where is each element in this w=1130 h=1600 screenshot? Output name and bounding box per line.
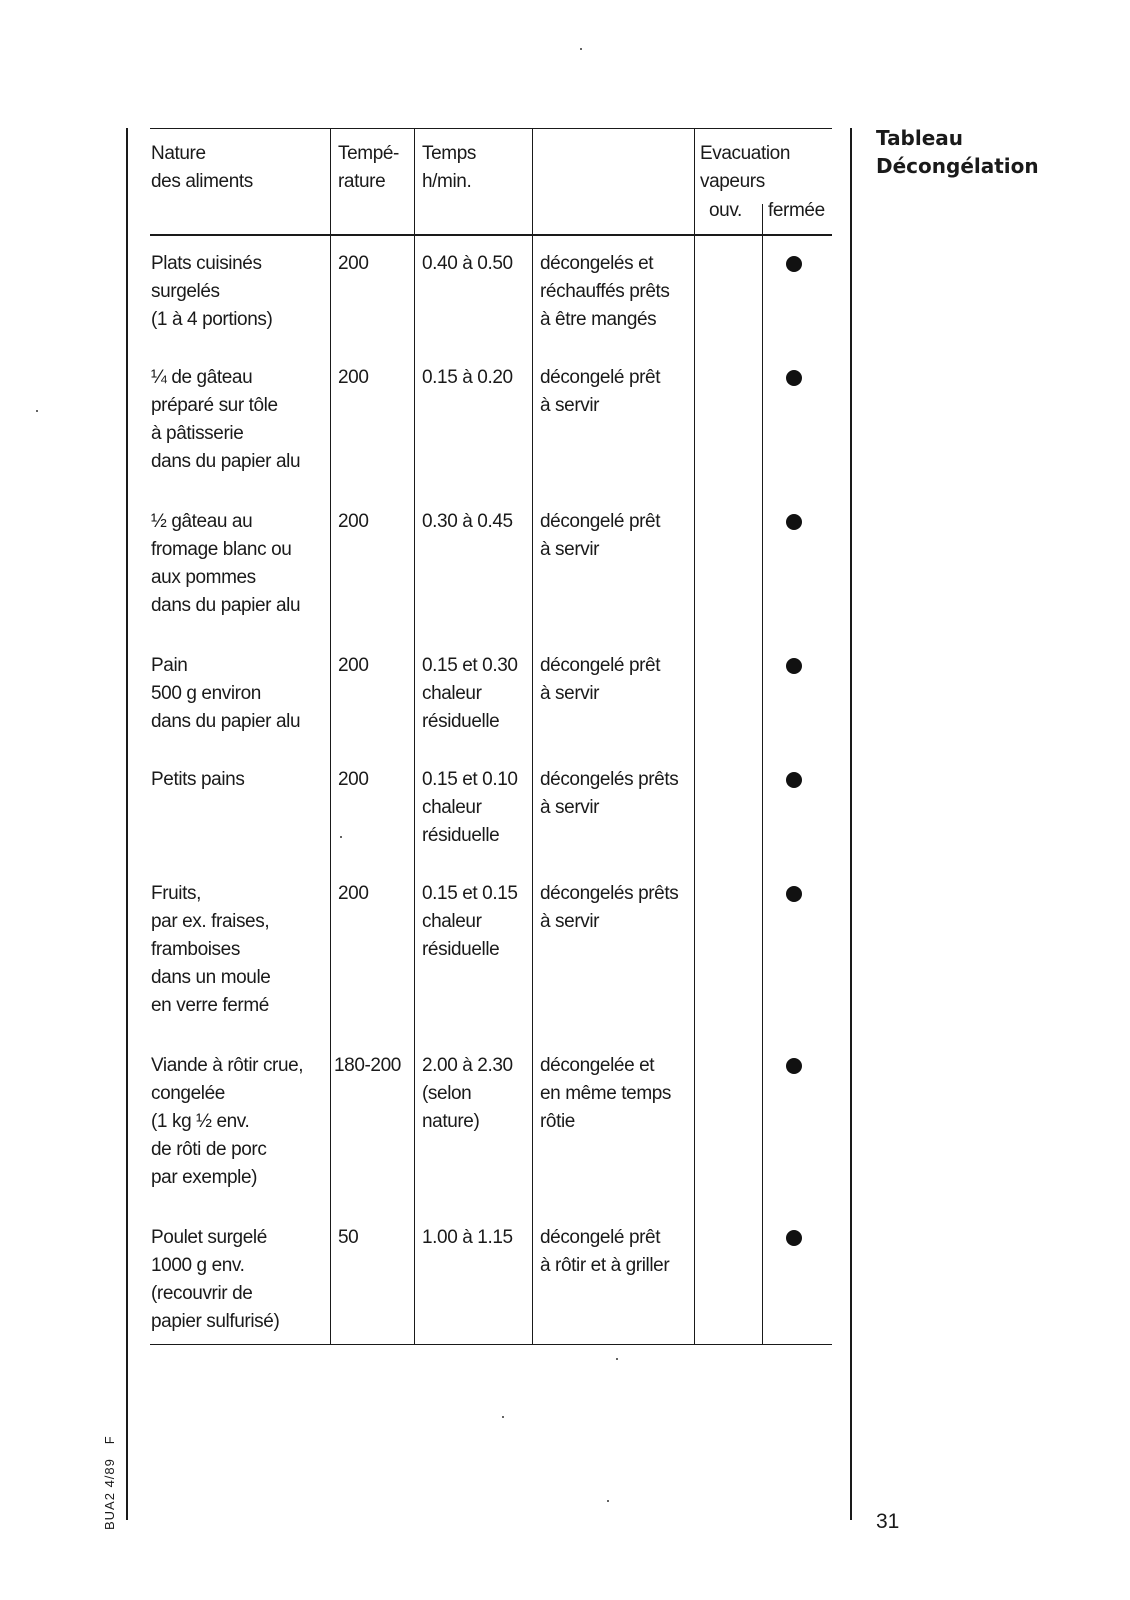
table-bottom-rule [150,1344,832,1345]
row-time: 2.00 à 2.30 (selon nature) [422,1055,513,1132]
row-nature: Viande à rôtir crue, congelée (1 kg ½ env. de rôti de porc par exemple) [151,1055,304,1188]
row-time: 0.15 à 0.20 [422,367,513,388]
scan-speck [616,1358,618,1360]
row-nature: ¼ de gâteau préparé sur tôle à pâtisserie dans du papier alu [151,367,301,472]
side-title: Tableau Décongélation [876,126,1039,178]
col-sep-result [532,128,533,1344]
row-nature: ½ gâteau au fromage blanc ou aux pommes dans du papier alu [151,511,301,616]
row-temperature: 200 [338,769,369,790]
row-result: décongelée et en même temps rôtie [540,1055,672,1132]
row-temperature: 200 [338,253,369,274]
header-temperature: Tempé- rature [338,143,399,192]
header-nature: Nature des aliments [151,143,253,192]
row-temperature: 180-200 [334,1055,401,1076]
fermee-dot [786,256,802,272]
row-result: décongelé prêt à rôtir et à griller [540,1227,670,1276]
fermee-dot [786,886,802,902]
header-bottom-rule [150,234,832,236]
row-time: 0.15 et 0.30 chaleur résiduelle [422,655,518,732]
document-code: BUA2 4/89 F [102,1435,117,1530]
col-sep-time [414,128,415,1344]
header-evacuation: Evacuation vapeurs [700,143,791,192]
row-temperature: 200 [338,883,369,904]
row-temperature: 50 [338,1227,359,1248]
col-sep-ouv-fermee [762,204,763,1344]
row-result: décongelés prêts à servir [540,883,679,932]
right-margin-rule [850,128,852,1520]
fermee-dot [786,1058,802,1074]
left-margin-rule [126,128,128,1520]
row-result: décongelé prêt à servir [540,655,661,704]
fermee-dot [786,1230,802,1246]
header-temps: Temps h/min. [422,143,476,192]
row-time: 0.15 et 0.15 chaleur résiduelle [422,883,518,960]
row-nature: Plats cuisinés surgelés (1 à 4 portions) [151,253,273,330]
row-time: 0.30 à 0.45 [422,511,513,532]
header-fermee: fermée [768,200,825,221]
page-number: 31 [876,1510,900,1533]
row-time: 0.15 et 0.10 chaleur résiduelle [422,769,518,846]
fermee-dot [786,658,802,674]
row-time: 0.40 à 0.50 [422,253,513,274]
table-top-rule [150,128,832,129]
row-result: décongelé prêt à servir [540,367,661,416]
row-time: 1.00 à 1.15 [422,1227,513,1248]
row-result: décongelé prêt à servir [540,511,661,560]
scan-speck [502,1416,504,1418]
row-temperature: 200 [338,655,369,676]
row-nature: Poulet surgelé 1000 g env. (recouvrir de papier sulfurisé) [151,1227,280,1332]
scan-speck [607,1500,609,1502]
fermee-dot [786,514,802,530]
row-temperature: 200 [338,511,369,532]
row-nature: Pain 500 g environ dans du papier alu [151,655,301,732]
row-nature: Petits pains [151,769,245,790]
row-temperature: 200 [338,367,369,388]
col-sep-evac [694,128,695,1344]
scan-speck [36,410,38,412]
row-result: décongelés prêts à servir [540,769,679,818]
scan-speck [340,836,342,838]
fermee-dot [786,370,802,386]
header-ouv: ouv. [709,200,742,221]
row-result: décongelés et réchauffés prêts à être mangés [540,253,670,330]
row-nature: Fruits, par ex. fraises, framboises dans un moule en verre fermé [151,883,271,1016]
scan-speck [580,48,582,50]
col-sep-temp [330,128,331,1344]
fermee-dot [786,772,802,788]
